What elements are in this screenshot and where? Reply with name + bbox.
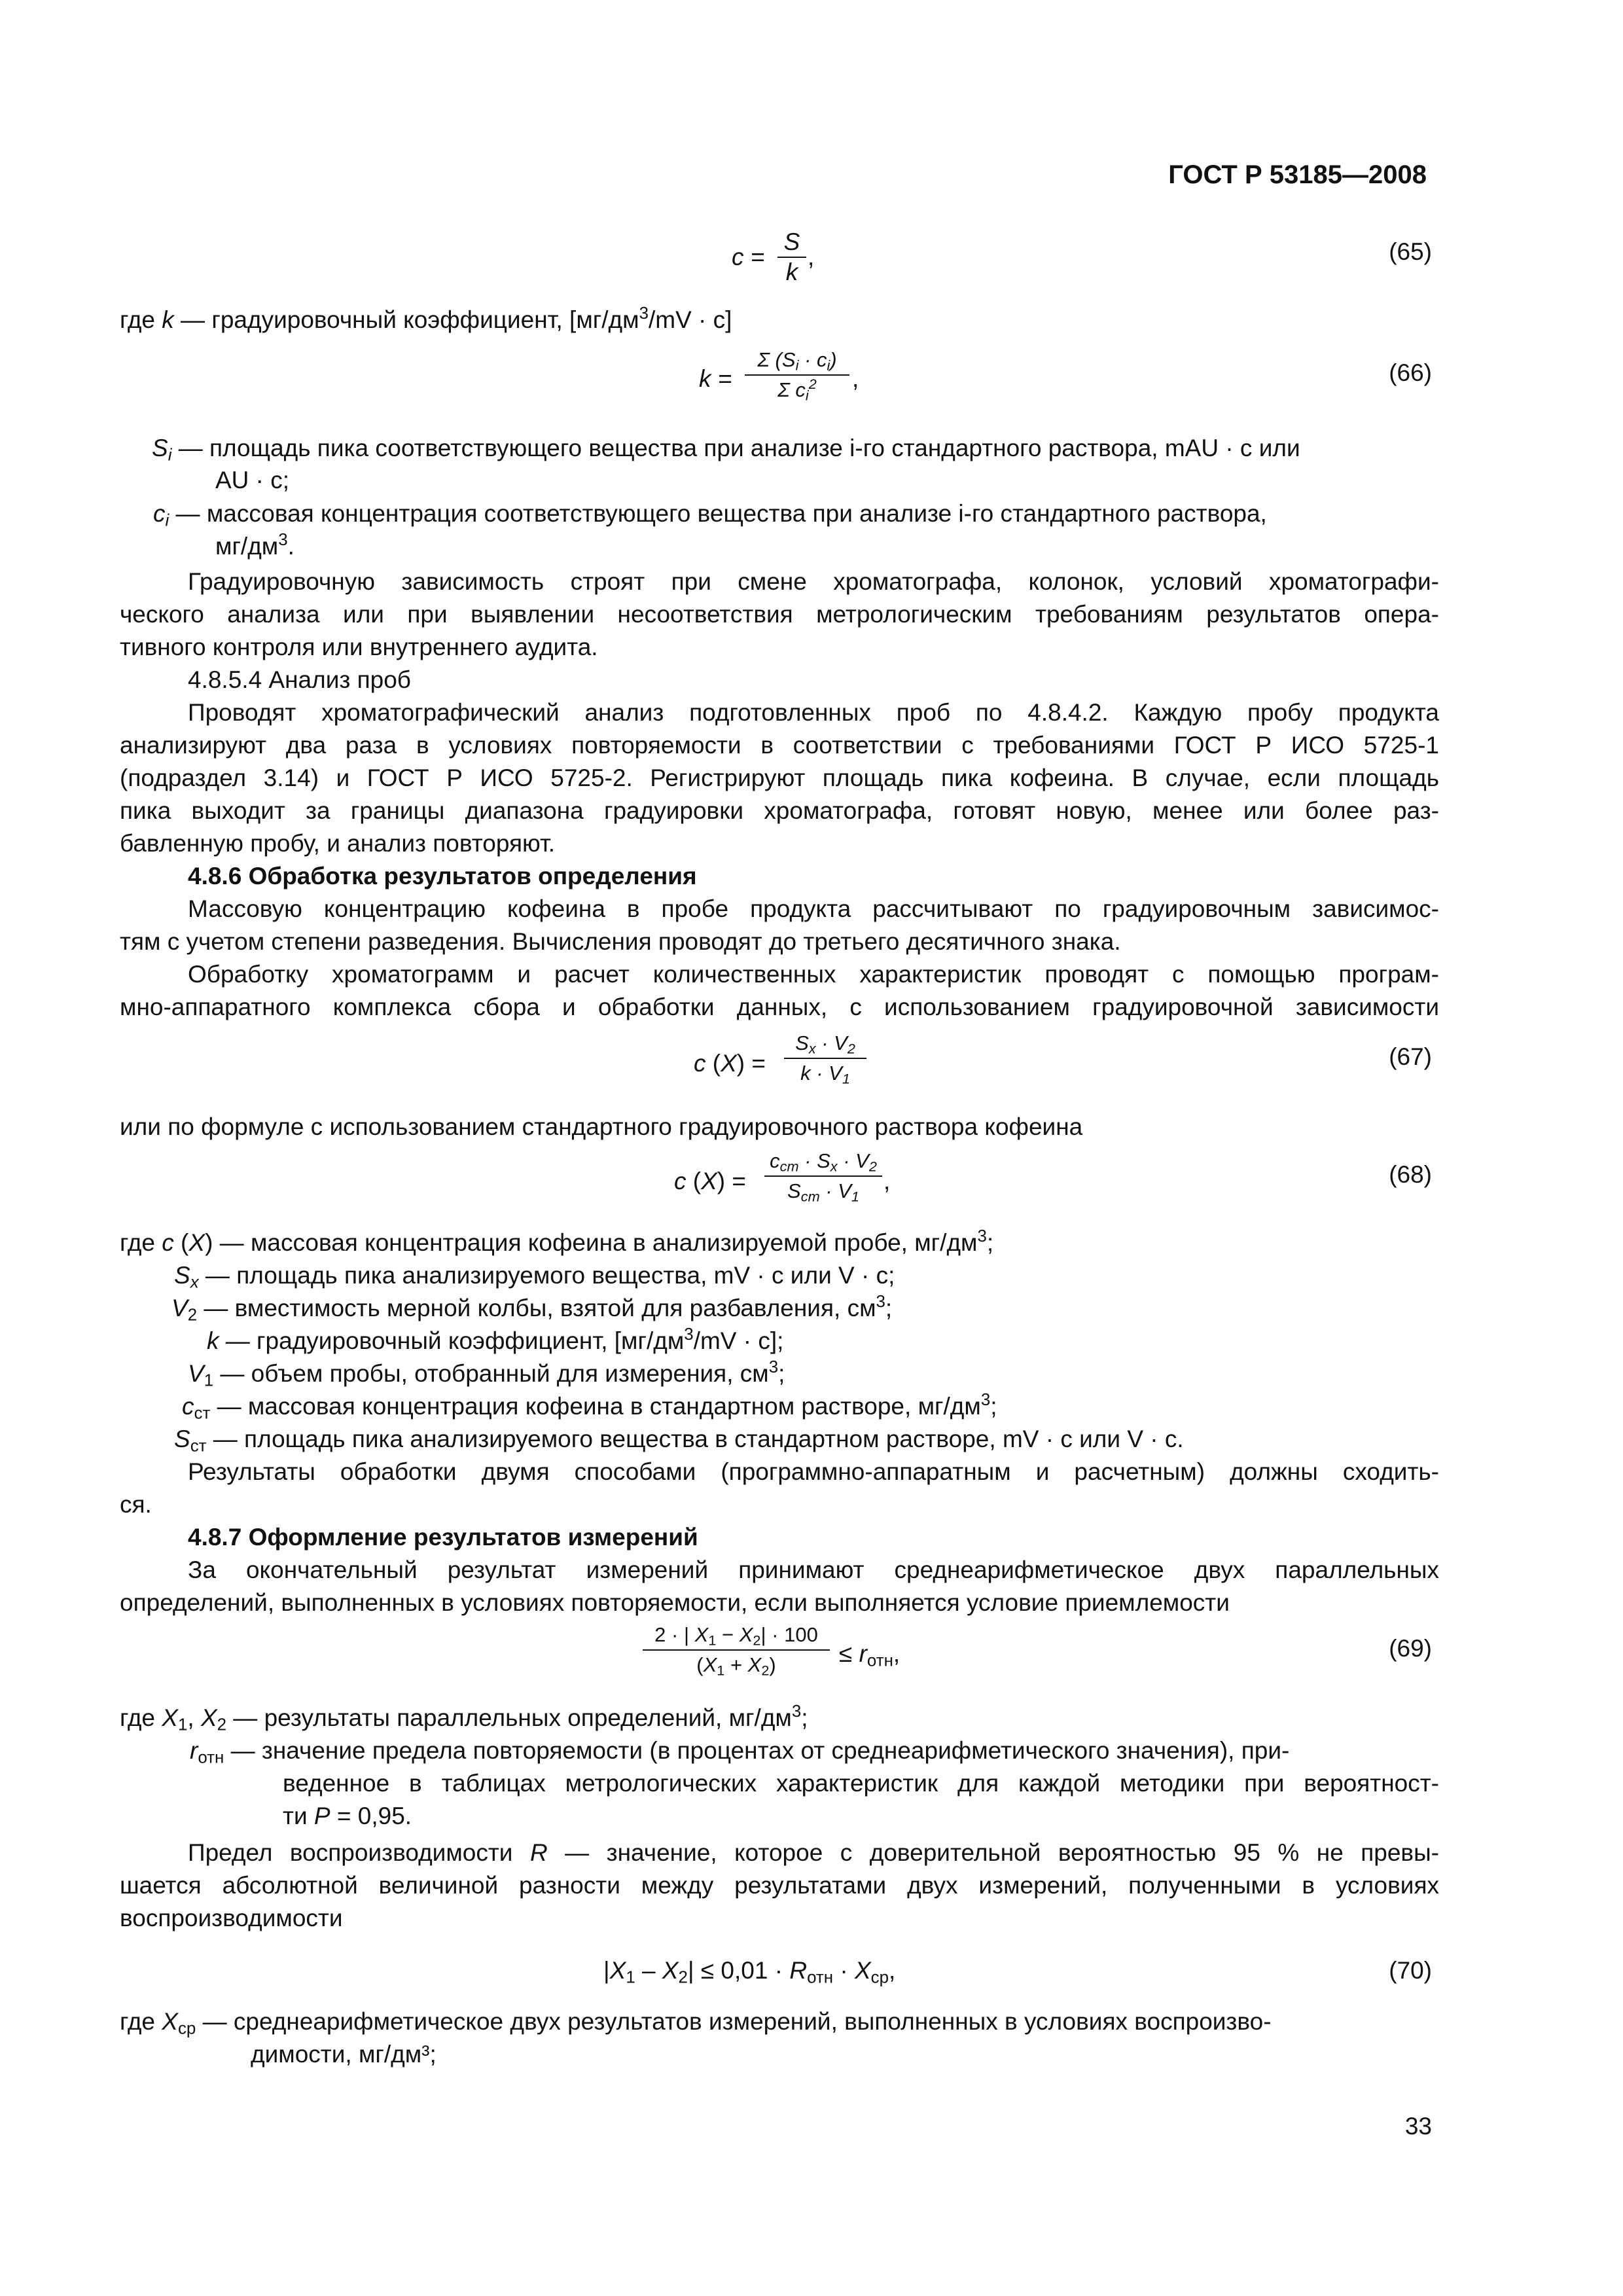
eq67-den: $k \cdot V_1$ xyxy=(800,1062,850,1087)
eq69-fraction xyxy=(643,1621,830,1679)
eq65-number: (65) xyxy=(1389,238,1432,265)
eq66-den: Σ $c_i^2$ xyxy=(777,376,817,404)
def-rotn-text1: — значение предела повторяемости (в процентах от среднеарифметического значения), при- xyxy=(224,1737,1290,1764)
eq65-num: S xyxy=(777,228,806,258)
para-486a-l2: тям с учетом степени разведения. Вычисления проводят до третьего десятичного знака. xyxy=(120,928,1121,955)
or-formula-line: или по формуле с использованием стандартного градуировочного раствора кофеина xyxy=(120,1113,1083,1140)
def-cX-line: где c (X) — массовая концентрация кофеина в анализируемой пробе, $мг/дм^3$; xyxy=(120,1227,994,1256)
para-analysis-l2: анализируют два раза в условиях повторяемости в соответствии с требованиями ГОСТ Р ИСО 5725-1 xyxy=(120,732,1439,759)
def-ci-text1: — массовая концентрация соответствующего вещества при анализе i-го стандартного раствора, xyxy=(169,500,1267,527)
page-number: 33 xyxy=(1404,2113,1432,2140)
def-si-sym: S xyxy=(152,435,168,461)
para-calib-l1: Градуировочную зависимость строят при смене хроматографа, колонок, условий хроматографи- xyxy=(188,568,1439,595)
def-Xcp-text1: — среднеарифметическое двух результатов измерений, выполненных в условиях воспроизво- xyxy=(196,2008,1272,2035)
def-si-line2: AU · c; xyxy=(215,467,290,493)
def-V1-line: $V_1$ — объем пробы, отобранный для измерения, $см^3$; xyxy=(188,1357,785,1390)
where-k-text: — градуировочный коэффициент, [мг/дм xyxy=(173,306,639,333)
para-486b-l2: мно-аппаратного комплекса сбора и обработки данных, с использованием градуировочной зависимости xyxy=(120,994,1439,1020)
where-k-post: /mV · c] xyxy=(648,306,732,333)
eq67-num: $S_x \cdot V_2$ xyxy=(784,1029,866,1059)
para-converge-l2: ся. xyxy=(120,1491,152,1518)
def-rotn-line3: ти P = 0,95. xyxy=(283,1803,412,1829)
def-k-line: k — градуировочный коэффициент, $[мг/дм^3/mV \cdot c]$; xyxy=(207,1325,784,1354)
where-k-pre: где xyxy=(120,306,162,333)
para-R-l3: воспроизводимости xyxy=(120,1905,343,1931)
def-Sst-line: $S_{ст}$ — площадь пика анализируемого вещества в стандартном растворе, mV · c или V · c. xyxy=(174,1426,1184,1456)
para-calib-l2: ческого анализа или при выявлении несоответствия метрологическим требованиям результатов опера- xyxy=(120,601,1439,628)
eq68-fraction xyxy=(764,1147,882,1206)
def-si-sub: i xyxy=(168,446,172,465)
para-analysis-l5: бавленную пробу, и анализ повторяют. xyxy=(120,830,556,857)
def-si-text1: — площадь пика соответствующего вещества при анализе i-го стандартного раствора, mAU · с или xyxy=(171,435,1300,461)
def-ci-line1 xyxy=(153,497,1267,530)
eq66-lhs: k = xyxy=(699,365,732,392)
eq65-trail: , xyxy=(808,243,815,270)
para-analysis-l1: Проводят хроматографический анализ подготовленных проб по 4.8.4.2. Каждую пробу продукта xyxy=(188,699,1439,726)
eq69-number: (69) xyxy=(1389,1635,1432,1662)
eq65-den: k xyxy=(785,259,798,285)
eq68-den: $S_{ст} \cdot V_1$ xyxy=(787,1179,859,1205)
para-analysis-l3: (подраздел 3.14) и ГОСТ Р ИСО 5725-2. Регистрируют площадь пика кофеина. В случае, если площадь xyxy=(120,764,1439,791)
eq70-number: (70) xyxy=(1389,1957,1432,1984)
def-X12-line: где $X_1$, $X_2$ — результаты параллельных определений, $мг/дм^3$; xyxy=(120,1702,808,1734)
where-k-line xyxy=(120,304,732,336)
eq65-lhs: c = xyxy=(732,243,765,270)
para-486a-l1: Массовую концентрацию кофеина в пробе продукта рассчитывают по градуировочным зависимос- xyxy=(188,895,1439,922)
eq68-trail: , xyxy=(883,1168,891,1194)
def-ci-line2 xyxy=(215,530,294,563)
para-R-l2: шается абсолютной величиной разности между результатами двух измерений, полученными в условиях xyxy=(120,1872,1439,1899)
def-ci-sym: c xyxy=(153,500,166,527)
eq68-num: $c_{ст} \cdot S_x \cdot V_2$ xyxy=(764,1147,882,1177)
eq65-fraction xyxy=(777,228,806,287)
section-487: 4.8.7 Оформление результатов измерений xyxy=(188,1524,698,1551)
eq66-fraction xyxy=(745,346,849,404)
def-rotn-line2: веденное в таблицах метрологических характеристик для каждой методики при вероятност- xyxy=(283,1770,1439,1797)
eq69-den: $(X_1 + X_2)$ xyxy=(696,1653,776,1679)
eq69-rhs: ≤ $r_{отн}$, xyxy=(839,1640,901,1670)
def-Sx-line: $S_x$ — площадь пика анализируемого вещества, mV · c или V · c; xyxy=(174,1262,895,1292)
eq66-trail: , xyxy=(852,365,859,392)
eq67-fraction xyxy=(784,1029,866,1088)
para-converge-l1: Результаты обработки двумя способами (программно-аппаратным и расчетным) должны сходить- xyxy=(188,1458,1439,1485)
eq67-number: (67) xyxy=(1389,1043,1432,1070)
para-R-l1: Предел воспроизводимости R — значение, которое с доверительной вероятностью 95 % не превы- xyxy=(188,1839,1440,1866)
eq68-number: (68) xyxy=(1389,1161,1432,1188)
def-Xcp-line2: димости, мг/дм³; xyxy=(251,2041,437,2068)
eq69-num: 2 · | $X_1 - X_2| \cdot 100$ xyxy=(643,1621,830,1651)
section-486: 4.8.6 Обработка результатов определения xyxy=(188,863,697,889)
para-analysis-l4: пика выходит за границы диапазона градуировки хроматографа, готовят новую, менее или более раз- xyxy=(120,797,1439,824)
para-486b-l1: Обработку хроматограмм и расчет количественных характеристик проводят с помощью програм- xyxy=(188,961,1439,988)
def-si-line1 xyxy=(152,432,1300,465)
para-calib-l3: тивного контроля или внутреннего аудита. xyxy=(120,634,598,660)
para-487-l1: За окончательный результат измерений принимают среднеарифметическое двух параллельных xyxy=(188,1556,1439,1583)
def-V2-line: $V_2$ — вместимость мерной колбы, взятой для разбавления, $см^3$; xyxy=(171,1292,893,1325)
eq70-expr: $|X_1 - X_2| \le 0,01 \cdot R_{отн} \cdot X_{ср}$, xyxy=(603,1957,896,1987)
def-ci-sub: i xyxy=(165,511,169,530)
def-ci-post: . xyxy=(287,533,294,560)
para-487-l2: определений, выполненных в условиях повторяемости, если выполняется условие приемлемости xyxy=(120,1589,1230,1616)
section-4854: 4.8.5.4 Анализ проб xyxy=(188,666,412,693)
def-Xcp-line1: где $X_{ср}$ — среднеарифметическое двух результатов измерений, выполненных в условиях воспроизво- xyxy=(120,2008,1272,2038)
def-ci-sup: 3 xyxy=(278,530,288,549)
eq67-lhs: c (X) = xyxy=(694,1050,766,1077)
where-k-sym: k xyxy=(162,306,174,333)
eq66-num: Σ $(S_i \cdot c_i)$ xyxy=(745,346,849,376)
eq66-number: (66) xyxy=(1389,359,1432,386)
def-ci-text2: мг/дм xyxy=(215,533,279,560)
where-k-sup: 3 xyxy=(639,304,649,323)
def-rotn-line1: $r_{отн}$ — значение предела повторяемости (в процентах от среднеарифметического значения), при- xyxy=(190,1737,1290,1767)
def-cst-line: $c_{ст}$ — массовая концентрация кофеина в стандартном растворе, $мг/дм^3$; xyxy=(182,1390,997,1423)
standard-header: ГОСТ Р 53185—2008 xyxy=(1168,160,1427,189)
eq68-lhs: c (X) = xyxy=(674,1168,747,1194)
